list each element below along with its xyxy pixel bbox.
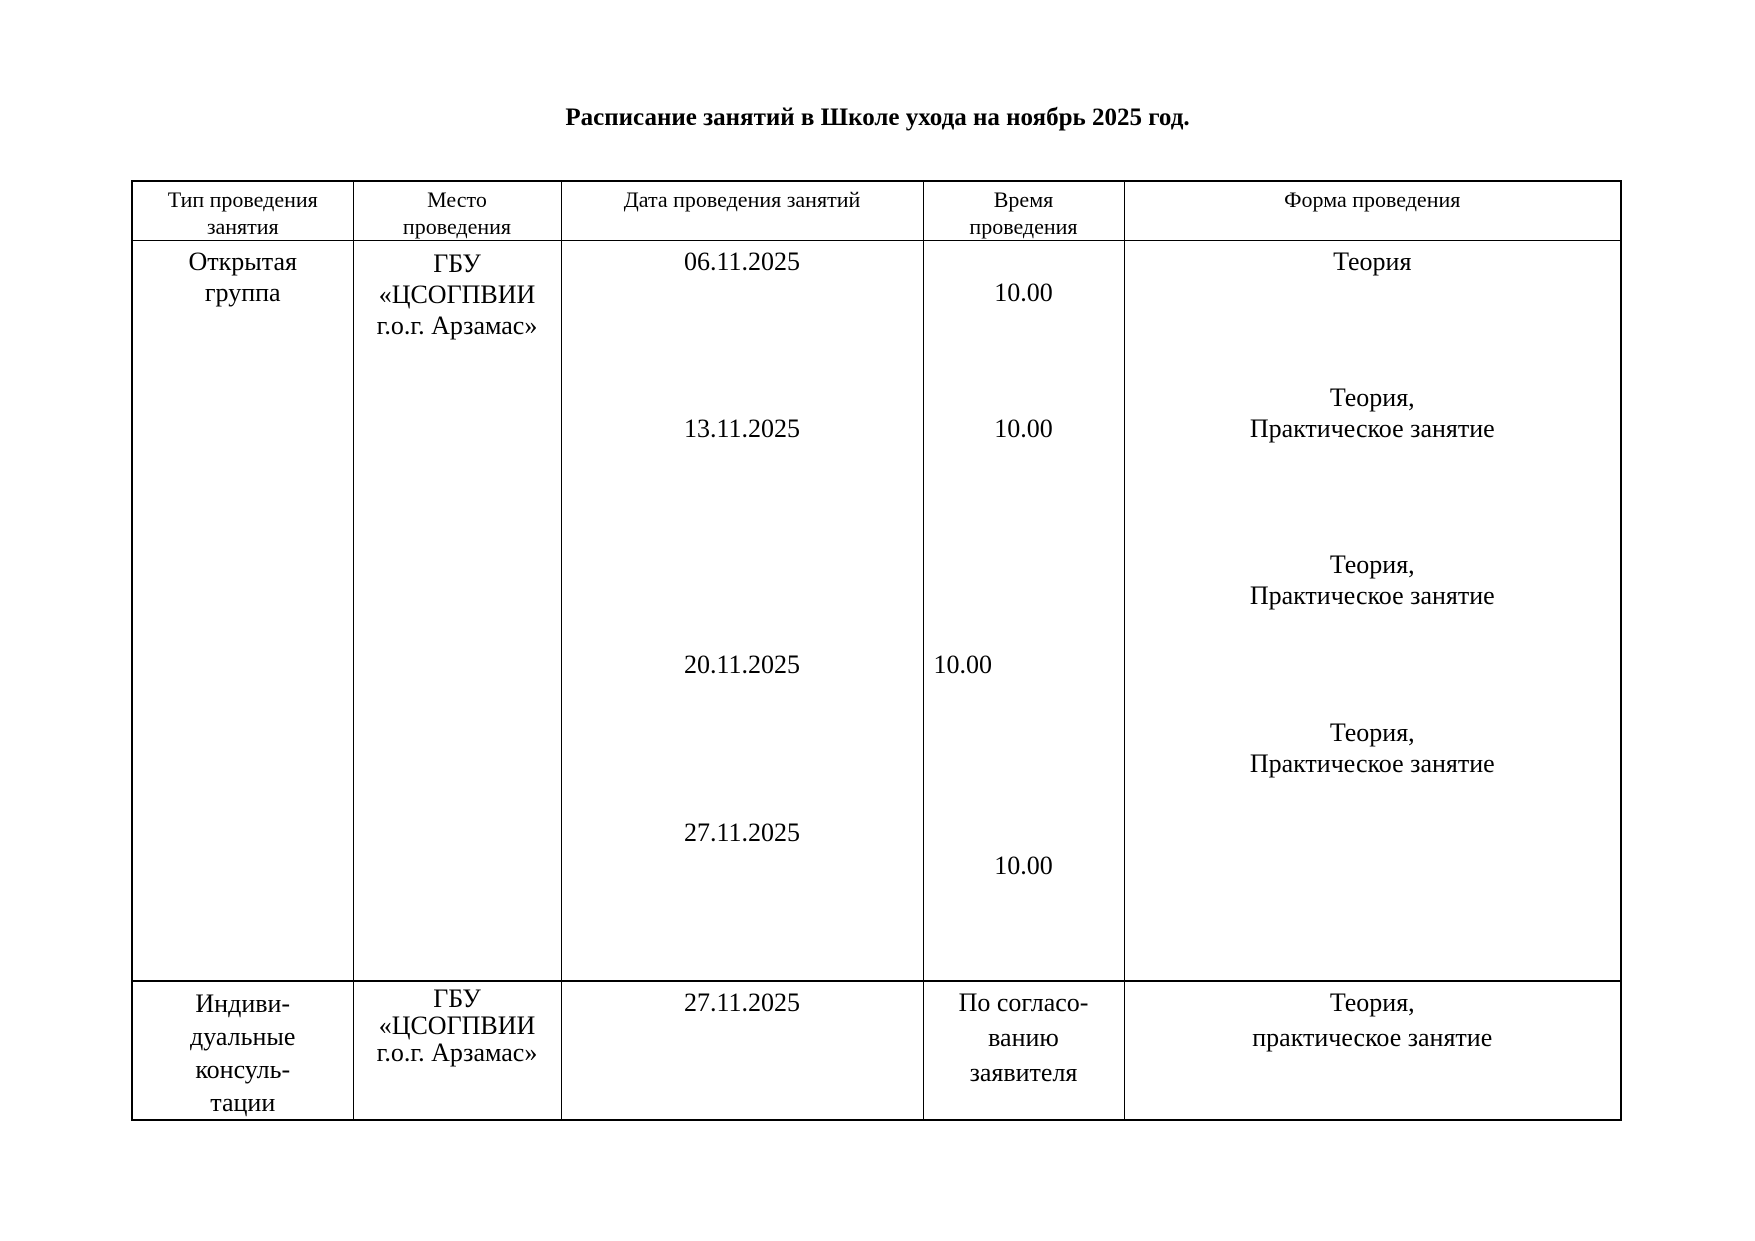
open-place-line2: «ЦСОГПВИИ <box>378 280 536 309</box>
ind-time-line3: заявителя <box>969 1057 1078 1087</box>
session-date: 27.11.2025 <box>683 818 801 847</box>
header-time-line2: проведения <box>969 214 1078 239</box>
ind-date: 27.11.2025 <box>683 987 801 1017</box>
header-date-line1: Дата проведения занятий <box>623 187 861 212</box>
ind-form-line1: Теория, <box>1329 987 1415 1017</box>
open-place-line3: г.о.г. Арзамас» <box>376 311 538 340</box>
cell-ind-type <box>132 981 353 1120</box>
header-form-line1: Форма проведения <box>1284 187 1461 212</box>
document-title: Расписание занятий в Школе ухода на ноябрь 2025 год. <box>565 104 1190 131</box>
cell-open-times <box>923 241 1124 981</box>
open-type-line2: группа <box>204 278 281 307</box>
open-type-block <box>133 246 353 308</box>
session-time: 10.00 <box>994 851 1053 880</box>
row-open-group <box>132 241 1621 981</box>
header-type-line2: занятия <box>206 214 279 239</box>
header-cell-form <box>1124 181 1621 241</box>
open-place-line1: ГБУ <box>433 249 481 278</box>
header-cell-type <box>132 181 353 241</box>
ind-type-line3: консуль- <box>195 1054 291 1084</box>
cell-ind-form <box>1124 981 1621 1120</box>
open-type-line1: Открытая <box>188 247 297 276</box>
header-place-line1: Место <box>427 187 487 212</box>
session-form <box>1125 717 1621 779</box>
ind-time-line2: ванию <box>988 1022 1059 1052</box>
ind-form-line2: практическое занятие <box>1252 1022 1493 1052</box>
session-date: 06.11.2025 <box>683 247 801 276</box>
cell-ind-place <box>353 981 561 1120</box>
session-form-line1: Теория, <box>1329 718 1415 747</box>
row-individual <box>132 981 1621 1120</box>
session-time: 10.00 <box>933 650 992 679</box>
cell-open-dates <box>561 241 923 981</box>
ind-type-line1: Индиви- <box>195 988 291 1018</box>
session-time: 10.00 <box>994 278 1053 307</box>
header-type-line1: Тип проведения <box>167 187 318 212</box>
ind-type-line2: дуальные <box>190 1021 296 1051</box>
ind-place-line2: «ЦСОГПВИИ <box>378 1010 536 1040</box>
ind-place-line3: г.о.г. Арзамас» <box>376 1037 538 1067</box>
session-form <box>1125 549 1621 611</box>
ind-time-line1: По согласо- <box>958 987 1089 1017</box>
cell-ind-time <box>923 981 1124 1120</box>
header-cell-time <box>923 181 1124 241</box>
open-place-block <box>354 248 561 341</box>
session-form-line2: Практическое занятие <box>1249 414 1495 443</box>
header-cell-place <box>353 181 561 241</box>
cell-open-forms <box>1124 241 1621 981</box>
session-form-line2: Практическое занятие <box>1249 581 1495 610</box>
header-row <box>132 181 1621 241</box>
cell-open-type <box>132 241 353 981</box>
session-form-line1: Теория, <box>1329 383 1415 412</box>
cell-ind-date <box>561 981 923 1120</box>
ind-type-line4: тации <box>210 1087 276 1117</box>
session-form <box>1125 382 1621 444</box>
header-time-line1: Время <box>993 187 1054 212</box>
ind-place-line1: ГБУ <box>433 983 481 1013</box>
session-form-line2: Практическое занятие <box>1249 749 1495 778</box>
session-date: 20.11.2025 <box>683 650 801 679</box>
cell-open-place <box>353 241 561 981</box>
session-form-line1: Теория, <box>1329 550 1415 579</box>
header-cell-date <box>561 181 923 241</box>
session-form: Теория <box>1333 247 1412 276</box>
schedule-table <box>131 180 1622 1121</box>
header-place-line2: проведения <box>402 214 512 239</box>
session-date: 13.11.2025 <box>683 414 801 443</box>
session-time: 10.00 <box>994 414 1053 443</box>
